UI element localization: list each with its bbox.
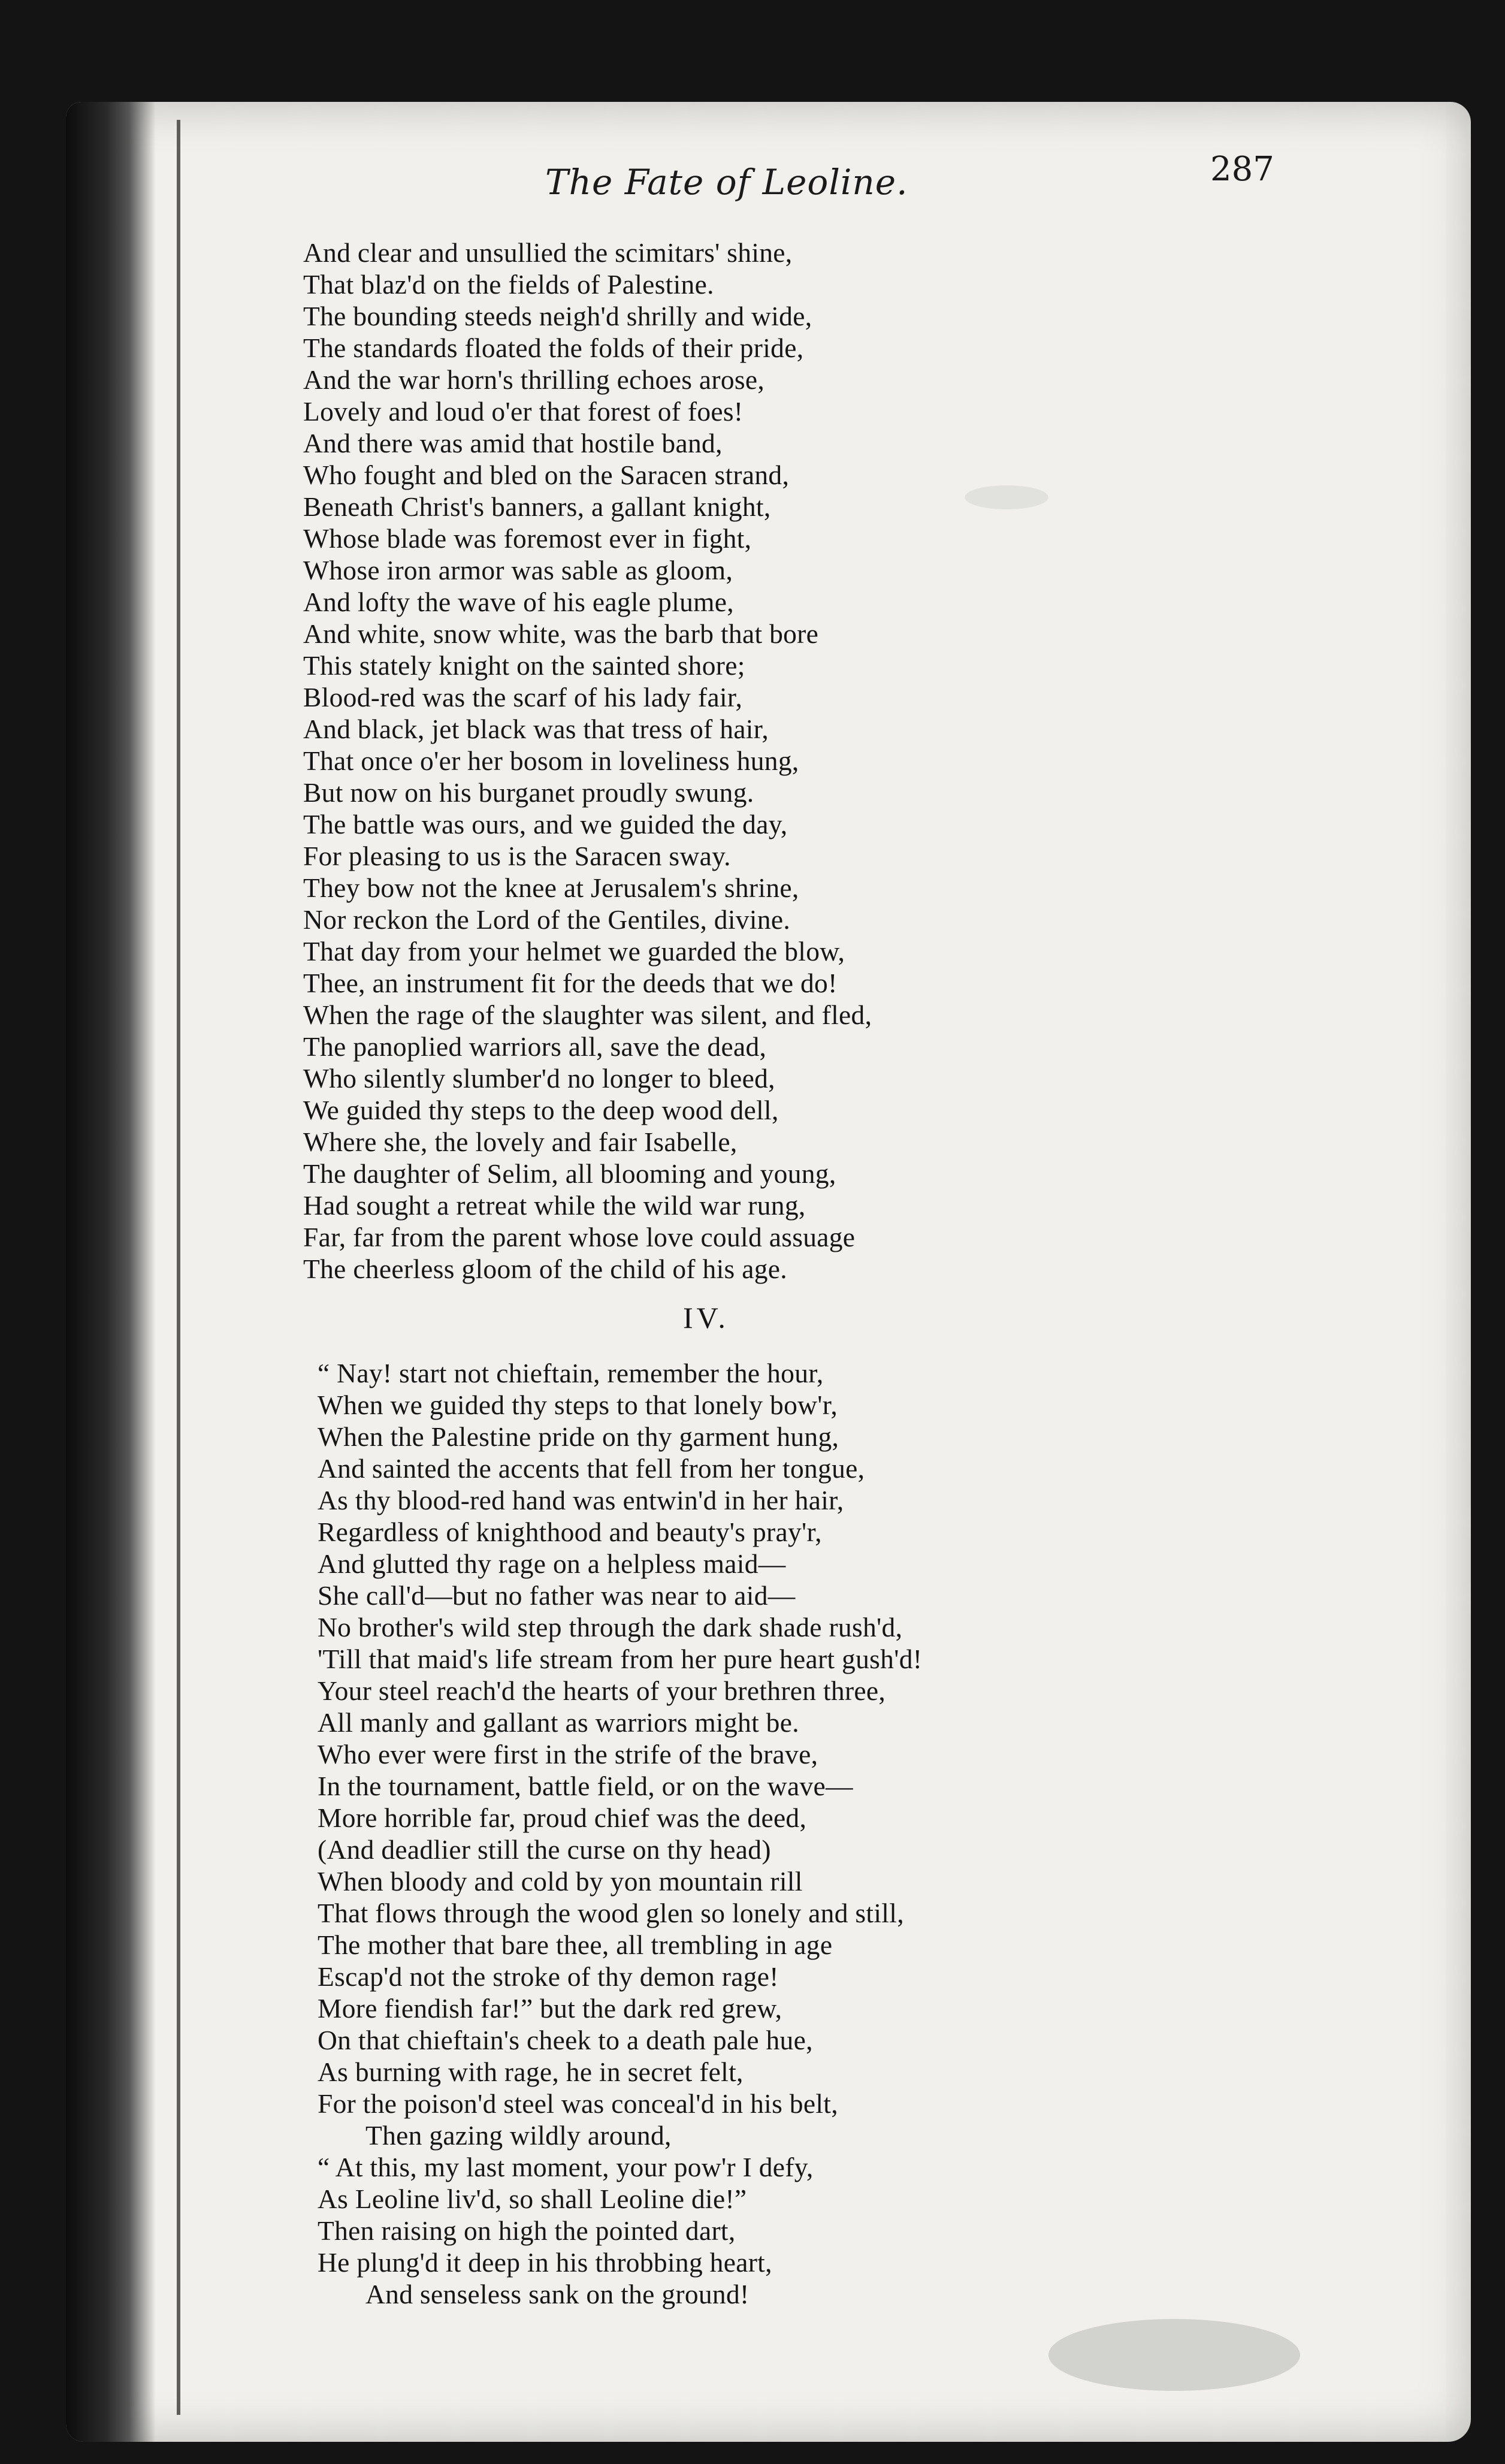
verse-line: And lofty the wave of his eagle plume, [303, 587, 734, 617]
verse-line: They bow not the knee at Jerusalem's shrine, [303, 872, 799, 903]
page-stain [1048, 2319, 1300, 2391]
verse-line: The standards floated the folds of their pride, [303, 333, 804, 363]
verse-line: And black, jet black was that tress of hair, [303, 714, 769, 744]
verse-line: And clear and unsullied the scimitars' shine, [303, 237, 793, 268]
verse-line: When we guided thy steps to that lonely bow'r, [318, 1390, 838, 1420]
running-head [0, 150, 1505, 216]
verse-line: When the rage of the slaughter was silent, and fled, [303, 1000, 872, 1030]
verse-line: When the Palestine pride on thy garment hung, [318, 1421, 839, 1452]
verse-line: Far, far from the parent whose love could assuage [303, 1222, 856, 1252]
verse-line: Had sought a retreat while the wild war rung, [303, 1190, 806, 1221]
verse-line: Your steel reach'd the hearts of your brethren three, [318, 1675, 886, 1706]
stanza-one [303, 237, 872, 1285]
verse-line: Escap'd not the stroke of thy demon rage! [318, 1961, 779, 1992]
page-number: 287 [1210, 150, 1274, 189]
verse-line: Who fought and bled on the Saracen strand, [303, 460, 790, 490]
verse-line: And glutted thy rage on a helpless maid— [318, 1548, 786, 1579]
verse-line: And there was amid that hostile band, [303, 428, 723, 458]
verse-line: Beneath Christ's banners, a gallant knight, [303, 491, 771, 522]
verse-line: The battle was ours, and we guided the day, [303, 809, 788, 840]
verse-line: Lovely and loud o'er that forest of foes! [303, 396, 744, 427]
section-heading: IV. [683, 1301, 729, 1334]
verse-line: The bounding steeds neigh'd shrilly and wide, [303, 301, 812, 331]
verse-line: Whose iron armor was sable as gloom, [303, 555, 733, 585]
verse-line: For pleasing to us is the Saracen sway. [303, 841, 731, 871]
verse-line: 'Till that maid's life stream from her pure heart gush'd! [318, 1644, 923, 1674]
verse-line: As Leoline liv'd, so shall Leoline die!” [318, 2184, 747, 2214]
verse-line: We guided thy steps to the deep wood dell, [303, 1095, 779, 1125]
verse-line: Then gazing wildly around, [365, 2120, 672, 2151]
verse-line: Thee, an instrument fit for the deeds that we do! [303, 968, 838, 998]
verse-line: As thy blood-red hand was entwin'd in her hair, [318, 1485, 844, 1515]
verse-line: Regardless of knighthood and beauty's pray'r, [318, 1517, 822, 1547]
verse-line: No brother's wild step through the dark shade rush'd, [318, 1612, 903, 1642]
verse-line: That flows through the wood glen so lonely and still, [318, 1898, 904, 1928]
verse-line: That once o'er her bosom in loveliness hung, [303, 745, 799, 776]
verse-line: Nor reckon the Lord of the Gentiles, divine. [303, 904, 791, 935]
verse-line: That day from your helmet we guarded the blow, [303, 936, 845, 967]
verse-line: For the poison'd steel was conceal'd in his belt, [318, 2088, 838, 2119]
verse-line: As burning with rage, he in secret felt, [318, 2057, 744, 2087]
verse-line: Blood-red was the scarf of his lady fair, [303, 682, 743, 712]
page-stain [965, 485, 1048, 509]
verse-line: This stately knight on the sainted shore; [303, 650, 745, 681]
verse-line: (And deadlier still the curse on thy head) [318, 1834, 771, 1865]
verse-line: The daughter of Selim, all blooming and young, [303, 1158, 836, 1189]
verse-line: And senseless sank on the ground! [365, 2279, 750, 2309]
verse-line: And white, snow white, was the barb that bore [303, 618, 819, 649]
book-binding-shadow [66, 102, 156, 2442]
verse-line: “ At this, my last moment, your pow'r I defy, [318, 2152, 814, 2182]
verse-line: All manly and gallant as warriors might be. [318, 1707, 799, 1738]
verse-line: When bloody and cold by yon mountain rill [318, 1866, 803, 1897]
verse-line: Who ever were first in the strife of the brave, [318, 1739, 818, 1770]
verse-line: And sainted the accents that fell from her tongue, [318, 1453, 865, 1484]
verse-line: Who silently slumber'd no longer to bleed, [303, 1063, 775, 1094]
verse-line: In the tournament, battle field, or on the wave— [318, 1771, 853, 1801]
verse-line: He plung'd it deep in his throbbing heart, [318, 2247, 772, 2278]
gutter-line [177, 120, 180, 2415]
running-title: The Fate of Leoline. [545, 162, 908, 203]
verse-line: Whose blade was foremost ever in fight, [303, 523, 752, 554]
verse-line: On that chieftain's cheek to a death pale hue, [318, 2025, 813, 2055]
verse-line: More horrible far, proud chief was the deed, [318, 1802, 807, 1833]
verse-line: More fiendish far!” but the dark red grew, [318, 1993, 782, 2024]
verse-line: “ Nay! start not chieftain, remember the hour, [318, 1358, 824, 1388]
verse-line: But now on his burganet proudly swung. [303, 777, 754, 808]
verse-line: That blaz'd on the fields of Palestine. [303, 269, 714, 300]
verse-line: And the war horn's thrilling echoes arose, [303, 364, 765, 395]
verse-line: Where she, the lovely and fair Isabelle, [303, 1127, 738, 1157]
verse-line: The panoplied warriors all, save the dead, [303, 1031, 767, 1062]
verse-line: The mother that bare thee, all trembling in age [318, 1929, 833, 1960]
verse-line: Then raising on high the pointed dart, [318, 2215, 736, 2246]
verse-line: The cheerless gloom of the child of his age. [303, 1254, 787, 1284]
verse-line: She call'd—but no father was near to aid— [318, 1580, 796, 1611]
stanza-two [318, 1357, 922, 2310]
